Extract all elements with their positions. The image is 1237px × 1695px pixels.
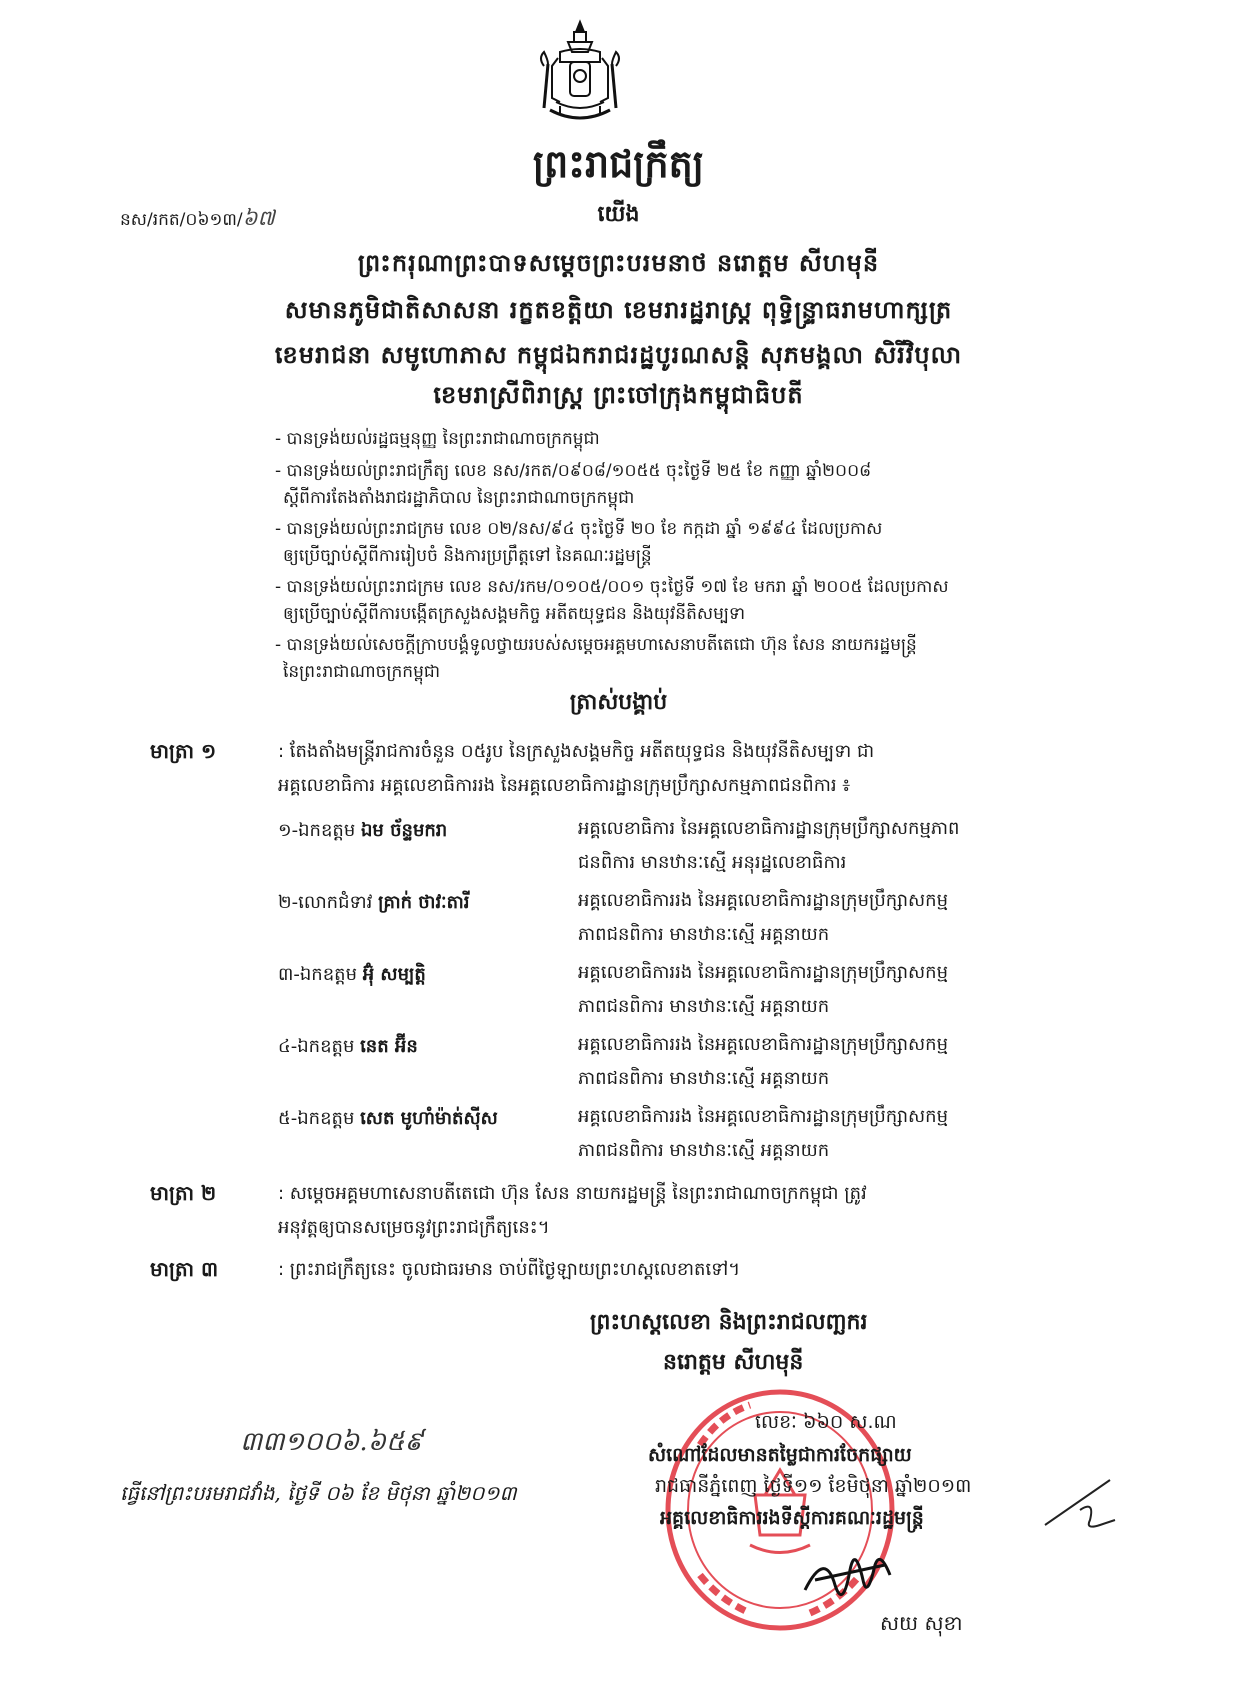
- consideration-text-cont: ឲ្យប្រើច្បាប់ស្តីពីការរៀបចំ និងការប្រព្រឹត្តទៅ នៃគណៈរដ្ឋមន្ត្រី: [283, 546, 652, 566]
- appointee-name: ៣-ឯកឧត្តម អ៊ុំ សម្បត្តិ: [278, 964, 426, 985]
- date-line: ធ្វើនៅព្រះបរមរាជវាំង, ថ្ងៃទី ០៦ ខែ មិថុនា ឆ្នាំ២០១៣: [120, 1481, 517, 1505]
- consideration-text-cont: ឲ្យប្រើច្បាប់ស្តីពីការបង្កើតក្រសួងសង្គមកិច្ច អតីតយុទ្ធជន និងយុវនីតិសម្បទា: [283, 604, 746, 624]
- copy-date: រាជធានីភ្នំពេញ ថ្ងៃទី១១ ខែមិថុនា ឆ្នាំ២០១៣: [655, 1475, 972, 1497]
- secretary-name: សយ សុខា: [880, 1611, 963, 1635]
- copy-office: អគ្គលេខាធិការរងទីស្តីការគណៈរដ្ឋមន្ត្រី: [660, 1507, 924, 1529]
- royal-coat-of-arms-icon: [530, 18, 630, 126]
- king-title-line: ព្រះករុណាព្រះបាទសម្តេចព្រះបរមនាថ នរោត្តម សីហមុនី: [357, 249, 880, 277]
- archive-number: ៣៣១០០៦.៦៥៩: [240, 1427, 423, 1457]
- article-2-text: : សម្តេចអគ្គមហាសេនាបតីតេជោ ហ៊ុន សែន នាយករដ្ឋមន្ត្រី នៃព្រះរាជាណាចក្រកម្ពុជា ត្រូវ: [278, 1183, 867, 1204]
- article-2-text-cont: អនុវត្តឲ្យបានសម្រេចនូវព្រះរាជក្រឹត្យនេះ។: [278, 1217, 550, 1238]
- handwritten-signature-icon: [795, 1530, 905, 1620]
- appointee-name: ២-លោកជំទាវ គ្រាក់ ថាវៈតារី: [278, 892, 470, 913]
- reference-printed: នស/រកត/០៦១៣/: [120, 210, 243, 230]
- article-1-text: : តែងតាំងមន្ត្រីរាជការចំនួន ០៥រូប នៃក្រសួងសង្គមកិច្ច អតីតយុទ្ធជន និងយុវនីតិសម្បទា ជា: [278, 741, 875, 762]
- king-title-line: សមានភូមិជាតិសាសនា រក្ខតខត្តិយា ខេមរារដ្ឋរាស្ត្រ ពុទ្ធិន្ទ្រាធរាមហាក្សត្រ: [284, 296, 953, 324]
- royal-signature-name: នរោត្តម សីហមុនី: [663, 1350, 804, 1375]
- copy-certification: សំណៅដែលមានតម្លៃជាការចែកផ្សាយ: [648, 1444, 912, 1466]
- reference-handwritten: ៦៧: [242, 206, 275, 230]
- consideration-text: - បានទ្រង់យល់ព្រះរាជក្រម លេខ ០២/នស/៩៤ ចុះថ្ងៃទី ២០ ខែ កក្កដា ឆ្នាំ ១៩៩៤ ដែលប្រកាស: [275, 519, 883, 539]
- pen-flourish-icon: [1040, 1470, 1120, 1540]
- king-title-line: ខេមរាស្រីពិរាស្ត្រ ព្រះចៅក្រុងកម្ពុជាធិបតី: [433, 381, 804, 409]
- article-1-label: មាត្រា ១: [150, 739, 217, 763]
- appointee-role: អគ្គលេខាធិការរង នៃអគ្គលេខាធិការដ្ឋានក្រុមប្រឹក្សាសកម្ម ភាពជនពិការ មានឋានៈស្មើ អគ្គនាយក: [578, 890, 949, 945]
- consideration-text-cont: នៃព្រះរាជាណាចក្រកម្ពុជា: [283, 662, 441, 682]
- orders-heading: ត្រាស់បង្គាប់: [569, 690, 668, 715]
- appointee-role: អគ្គលេខាធិការរង នៃអគ្គលេខាធិការដ្ឋានក្រុមប្រឹក្សាសកម្ម ភាពជនពិការ មានឋានៈស្មើ អគ្គនាយក: [578, 1034, 949, 1089]
- article-1-text-cont: អគ្គលេខាធិការ អគ្គលេខាធិការរង នៃអគ្គលេខាធិការដ្ឋានក្រុមប្រឹក្សាសកម្មភាពជនពិការ ៖: [278, 775, 851, 796]
- decree-title: ព្រះរាជក្រឹត្យ: [532, 142, 705, 186]
- king-title-line: ខេមរាជនា សមូហោភាស កម្ពុជឯករាជរដ្ឋបូរណសន្តិ សុភមង្គលា សិរីវិបុលា: [274, 341, 963, 369]
- article-2-label: មាត្រា ២: [150, 1181, 217, 1205]
- appointee-name: ៥-ឯកឧត្តម សេត មូហាំម៉ាត់ស៊ីស: [278, 1108, 498, 1129]
- appointee-role: អគ្គលេខាធិការរង នៃអគ្គលេខាធិការដ្ឋានក្រុមប្រឹក្សាសកម្ម ភាពជនពិការ មានឋានៈស្មើ អគ្គនាយក: [578, 1106, 949, 1161]
- article-3-label: មាត្រា ៣: [150, 1257, 219, 1281]
- consideration-text: - បានទ្រង់យល់រដ្ឋធម្មនុញ្ញ នៃព្រះរាជាណាចក្រកម្ពុជា: [275, 429, 600, 449]
- we-heading: យើង: [597, 202, 640, 227]
- consideration-text: - បានទ្រង់យល់ព្រះរាជក្រម លេខ នស/រកម/០១០៥/០០១ ចុះថ្ងៃទី ១៧ ខែ មករា ឆ្នាំ ២០០៥ ដែលប្រកាស: [275, 577, 949, 597]
- consideration-text-cont: ស្តីពីការតែងតាំងរាជរដ្ឋាភិបាល នៃព្រះរាជាណាចក្រកម្ពុជា: [283, 488, 635, 508]
- consideration-item: [275, 516, 882, 570]
- copy-number: លេខៈ ៦៦០ ស.ណ: [755, 1411, 897, 1433]
- consideration-item: [275, 426, 600, 453]
- consideration-text: - បានទ្រង់យល់ព្រះរាជក្រឹត្យ លេខ នស/រកត/០៩០៨/១០៥៥ ចុះថ្ងៃទី ២៥ ខែ កញ្ញា ឆ្នាំ២០០៨: [275, 461, 872, 481]
- royal-signature-title: ព្រះហស្តលេខា និងព្រះរាជលញ្ឆករ: [590, 1310, 868, 1335]
- appointee-name: ៤-ឯកឧត្តម នេត អ៊ីន: [278, 1036, 418, 1057]
- appointee-role: អគ្គលេខាធិការរង នៃអគ្គលេខាធិការដ្ឋានក្រុមប្រឹក្សាសកម្ម ភាពជនពិការ មានឋានៈស្មើ អគ្គនាយក: [578, 962, 949, 1017]
- consideration-item: [275, 632, 917, 686]
- consideration-item: [275, 458, 871, 512]
- consideration-item: [275, 574, 949, 628]
- consideration-text: - បានទ្រង់យល់សេចក្តីក្រាបបង្គំទូលថ្វាយរបស់សម្តេចអគ្គមហាសេនាបតីតេជោ ហ៊ុន សែន នាយករដ្ឋមន្ត្រី: [275, 635, 917, 655]
- appointee-role: អគ្គលេខាធិការ នៃអគ្គលេខាធិការដ្ឋានក្រុមប្រឹក្សាសកម្មភាព ជនពិការ មានឋានៈស្មើ អនុរដ្ឋលេខាធិការ: [578, 818, 960, 873]
- appointee-name: ១-ឯកឧត្តម ឯម ច័ន្ទមករា: [278, 820, 448, 841]
- article-3-text: : ព្រះរាជក្រឹត្យនេះ ចូលជាធរមាន ចាប់ពីថ្ងៃឡាយព្រះហស្តលេខាតទៅ។: [278, 1259, 741, 1280]
